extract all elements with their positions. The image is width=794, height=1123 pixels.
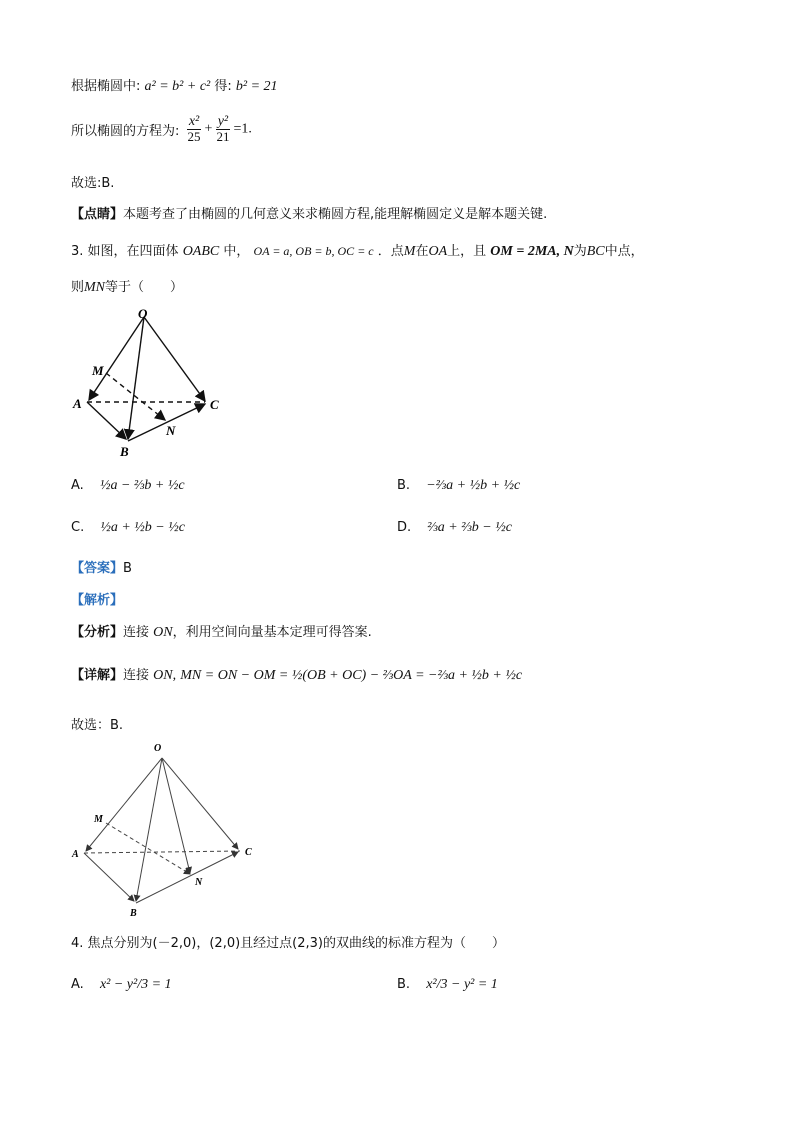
question-3-stem-line-1: 3. 如图，在四面体 OABC 中， OA = a, OB = b, OC = c ．点M在OA上，且 OM = 2MA, N为BC中点， bbox=[71, 244, 644, 259]
label-m-2: M bbox=[94, 814, 103, 825]
vector-mn-2-dashed bbox=[106, 823, 190, 874]
condition-om-2ma: OM = 2MA, N bbox=[490, 244, 574, 259]
label-m: M bbox=[92, 363, 104, 378]
edge-oa-2 bbox=[86, 758, 162, 851]
label-b-2: B bbox=[130, 908, 137, 919]
solution-line-1: 根据椭圆中: a² = b² + c² 得: b² = 21 bbox=[71, 79, 278, 94]
label-a: A bbox=[73, 396, 82, 411]
detail-tag: 【详解】 bbox=[71, 668, 124, 683]
fenxi-line: 【分析】连接 ON，利用空间向量基本定理可得答案. bbox=[71, 625, 372, 640]
comment-tag: 【点睛】 bbox=[71, 207, 124, 222]
option-a: A. ½a − ⅔b + ½c bbox=[71, 478, 185, 493]
equation-b2: b² = 21 bbox=[235, 79, 278, 94]
question-3-stem-line-2: 则MN等于（ ） bbox=[71, 280, 184, 295]
vector-definitions: OA = a, OB = b, OC = c bbox=[253, 244, 374, 258]
solution-line-2: 所以椭圆的方程为: $\frac{\text{x²}}{25}$ + $\frac{\text{y²}}{21}$ =1. bbox=[71, 114, 252, 144]
edge-oa bbox=[89, 317, 144, 400]
answer-line: 【答案】B bbox=[71, 561, 132, 576]
q4-option-b: B. x²/3 − y² = 1 bbox=[397, 977, 498, 992]
label-o: O bbox=[138, 306, 148, 321]
fraction-x2-25: $\frac{\text{x²}}{25}$ bbox=[187, 114, 201, 144]
detail-equation: MN = ON − OM = ½(OB + OC) − ⅔OA = −⅔a + ½b + ½c bbox=[180, 668, 523, 683]
q4-option-a: A. x² − y²/3 = 1 bbox=[71, 977, 172, 992]
label-n: N bbox=[166, 423, 176, 438]
edge-ab bbox=[87, 402, 126, 439]
comment-line: 【点睛】本题考查了由椭圆的几何意义来求椭圆方程,能理解椭圆定义是解本题关键. bbox=[71, 207, 548, 222]
label-b: B bbox=[120, 444, 129, 459]
fraction-y2-21: $\frac{\text{y²}}{21}$ bbox=[216, 114, 230, 144]
option-d: D. ⅔a + ⅔b − ½c bbox=[397, 520, 512, 535]
edge-ab-2 bbox=[84, 853, 134, 901]
fenxi-tag: 【分析】 bbox=[71, 625, 124, 640]
option-c: C. ½a + ½b − ½c bbox=[71, 520, 185, 535]
label-c: C bbox=[210, 397, 219, 412]
equation-a2-b2-c2: a² = b² + c² bbox=[144, 79, 211, 94]
label-c-2: C bbox=[245, 847, 252, 858]
choose-line-q3: 故选：B. bbox=[71, 718, 124, 733]
option-b: B. −⅔a + ½b + ½c bbox=[397, 478, 521, 493]
edge-oc bbox=[144, 317, 205, 401]
label-o-2: O bbox=[154, 743, 162, 754]
tetrahedron-figure-1 bbox=[70, 305, 240, 460]
detail-line: 【详解】连接 ON, MN = ON − OM = ½(OB + OC) − ⅔OA = −⅔a + ½b + ½c bbox=[71, 668, 523, 683]
answer-tag: 【答案】 bbox=[71, 561, 124, 576]
label-n-2: N bbox=[195, 877, 203, 888]
edge-ob bbox=[128, 317, 144, 439]
edge-ac-2-dashed bbox=[84, 851, 240, 853]
vector-mn: MN bbox=[84, 280, 106, 295]
analysis-heading: 【解析】 bbox=[71, 593, 124, 608]
label-a-2: A bbox=[72, 849, 79, 860]
choose-line-prev: 故选:B. bbox=[71, 176, 115, 191]
tetrahedron-figure-2 bbox=[68, 738, 268, 920]
question-4-stem: 4. 焦点分别为(－2,0)，(2,0)且经过点(2,3)的双曲线的标准方程为（ ） bbox=[71, 936, 505, 951]
edge-ob-2 bbox=[136, 758, 162, 901]
